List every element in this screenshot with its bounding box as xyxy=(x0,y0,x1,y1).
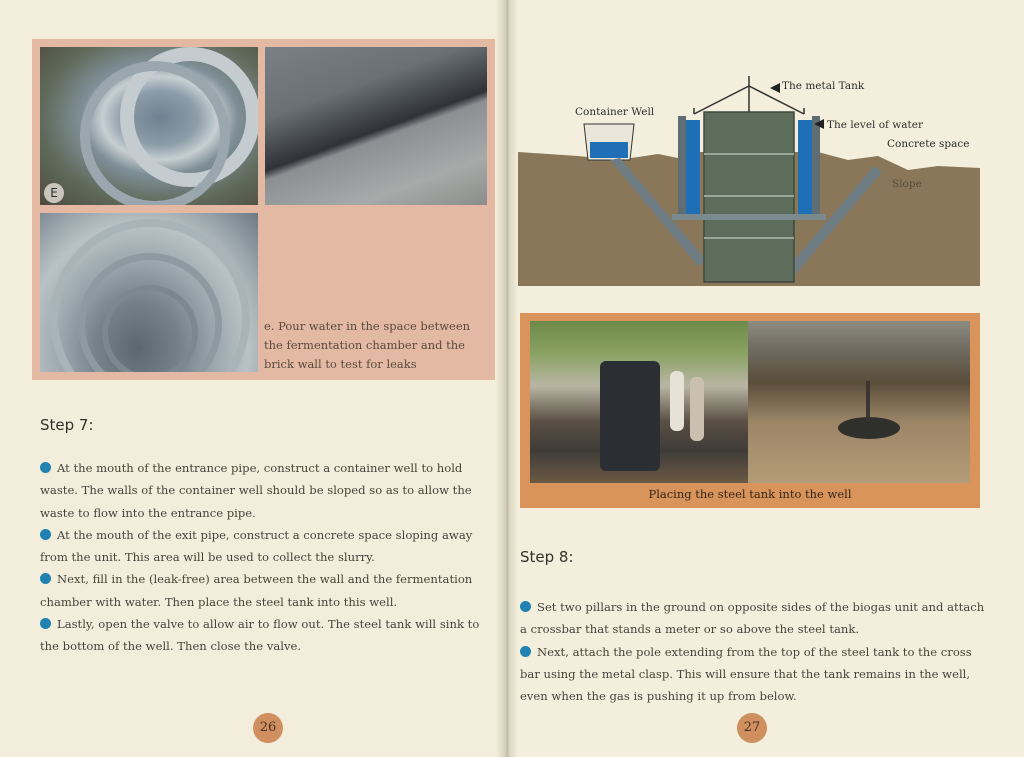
bullet-item: Set two pillars in the ground on opposite sides of the biogas unit and attach a crossbar that stands a meter or so above the steel tank. xyxy=(520,600,985,637)
step-7-bullets xyxy=(40,457,492,658)
container-well-water xyxy=(590,142,628,158)
label-concrete-space: Concrete space xyxy=(887,138,970,150)
water-left xyxy=(686,120,700,216)
photo-installed-tank xyxy=(748,321,970,483)
bullet-item: Next, fill in the (leak-free) area between the wall and the fermentation chamber with water. Then place the steel tank into this well. xyxy=(40,572,473,609)
photo-badge: E xyxy=(44,183,64,203)
label-level-of-water: The level of water xyxy=(827,119,923,131)
bullet-dot-icon xyxy=(40,618,51,629)
arrow-metal-tank xyxy=(770,83,780,93)
outer-wall-right xyxy=(812,116,820,216)
label-container-well: Container Well xyxy=(575,106,655,118)
step-8-bullets xyxy=(520,596,986,707)
page-number: 26 xyxy=(253,713,283,743)
photo-panel xyxy=(32,39,495,380)
step-8-title: Step 8: xyxy=(520,548,574,566)
left-page xyxy=(0,0,506,757)
photo-caption: e. Pour water in the space between the fermentation chamber and the brick wall to test for leaks xyxy=(264,319,471,371)
bullet-dot-icon xyxy=(40,529,51,540)
outer-wall-left xyxy=(678,116,686,216)
bullet-item: At the mouth of the entrance pipe, construct a container well to hold waste. The walls of the container well should be sloped so as to allow the waste to flow into the entrance pipe. xyxy=(40,461,472,520)
bullet-item: Next, attach the pole extending from the top of the steel tank to the cross bar using the metal clasp. This will ensure that the tank remains in the well, even when the gas is pushing it up from below. xyxy=(520,644,972,704)
photo-concrete-rings xyxy=(40,47,258,205)
water-right xyxy=(798,120,812,216)
photo-strip xyxy=(520,313,980,508)
photo-brick-wall xyxy=(265,47,487,205)
book-gutter xyxy=(496,0,518,757)
bullet-item: At the mouth of the exit pipe, construct a concrete space sloping away from the unit. This area will be used to collect the slurry. xyxy=(40,527,473,565)
bullet-dot-icon xyxy=(520,601,531,612)
biogas-cross-section-diagram xyxy=(518,74,980,288)
step-7-title: Step 7: xyxy=(40,416,94,434)
label-slope: Slope xyxy=(892,178,922,190)
page-number: 27 xyxy=(737,713,767,743)
photo-strip-caption: Placing the steel tank into the well xyxy=(648,487,852,501)
label-metal-tank: The metal Tank xyxy=(782,80,865,92)
ledge xyxy=(672,214,826,220)
bullet-dot-icon xyxy=(40,573,51,584)
photo-chamber-interior xyxy=(40,213,258,372)
bullet-item: Lastly, open the valve to allow air to flow out. The steel tank will sink to the bottom of the well. Then close the valve. xyxy=(40,617,480,654)
bullet-dot-icon xyxy=(40,462,51,473)
bullet-dot-icon xyxy=(520,646,531,657)
photo-placing-tank xyxy=(530,321,748,483)
